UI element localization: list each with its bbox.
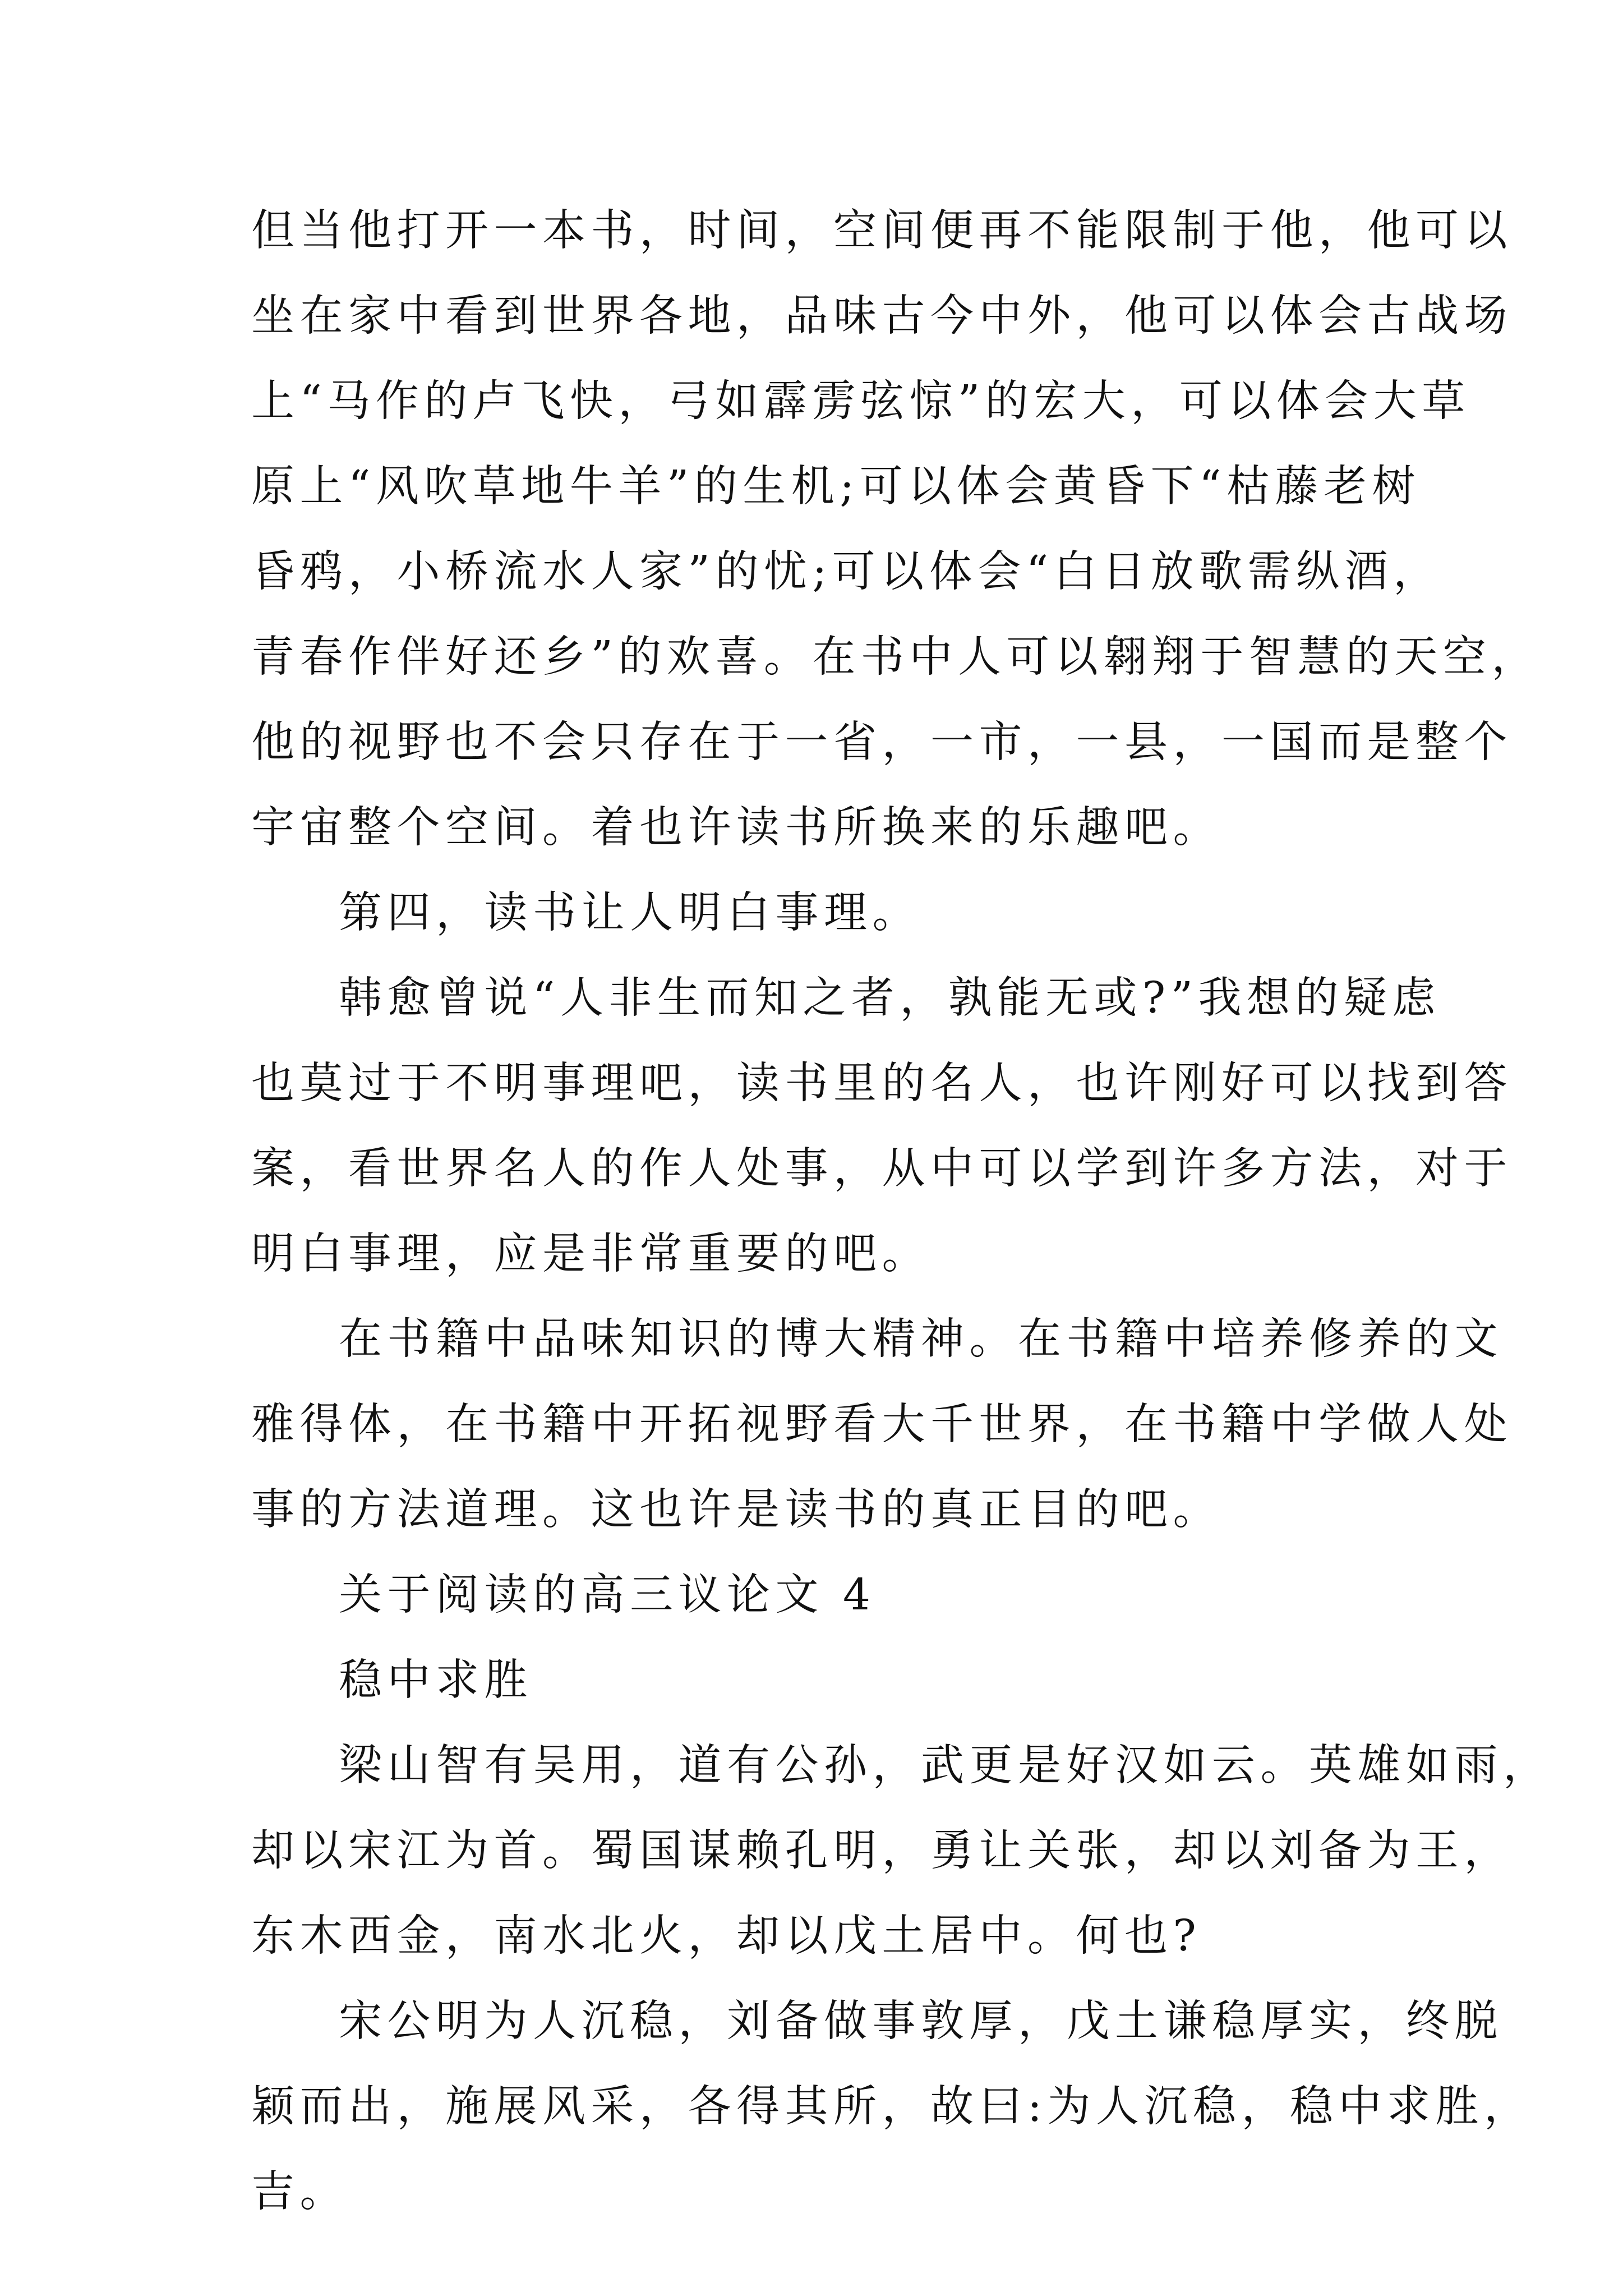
essay-title: 稳中求胜 — [339, 1655, 533, 1705]
text-line: 东木西金，南水北火，却以戊土居中。何也? — [251, 1911, 1202, 1961]
text-line: 第四，读书让人明白事理。 — [339, 888, 921, 938]
text-line: 韩愈曾说“人非生而知之者，孰能无或?”我想的疑虑 — [339, 973, 1441, 1023]
section-heading: 关于阅读的高三议论文 4 — [339, 1570, 876, 1620]
text-line: 原上“风吹草地牛羊”的生机;可以体会黄昏下“枯藤老树 — [251, 462, 1421, 512]
text-line: 青春作伴好还乡”的欢喜。在书中人可以翱翔于智慧的天空， — [251, 632, 1540, 682]
text-line: 也莫过于不明事理吧，读书里的名人，也许刚好可以找到答 — [251, 1059, 1513, 1108]
text-line: 但当他打开一本书，时间，空间便再不能限制于他，他可以 — [251, 206, 1513, 256]
text-line: 上“马作的卢飞快，弓如霹雳弦惊”的宏大，可以体会大草 — [251, 376, 1470, 426]
text-line: 颖而出，施展风采，各得其所，故曰:为人沉稳，稳中求胜， — [251, 2082, 1533, 2132]
text-line: 他的视野也不会只存在于一省，一市，一县，一国而是整个 — [251, 717, 1513, 767]
document-body — [251, 188, 1552, 2235]
text-line: 坐在家中看到世界各地，品味古今中外，他可以体会古战场 — [251, 291, 1513, 341]
text-line: 宋公明为人沉稳，刘备做事敦厚，戊土谦稳厚实，终脱 — [339, 1996, 1503, 2046]
text-line: 事的方法道理。这也许是读书的真正目的吧。 — [251, 1485, 1221, 1535]
text-line: 却以宋江为首。蜀国谋赖孔明，勇让关张，却以刘备为王， — [251, 1826, 1513, 1876]
text-line: 宇宙整个空间。着也许读书所换来的乐趣吧。 — [251, 803, 1221, 853]
text-line: 梁山智有吴用，道有公孙，武更是好汉如云。英雄如雨， — [339, 1741, 1552, 1791]
text-line: 昏鸦，小桥流水人家”的忧;可以体会“白日放歌需纵酒， — [251, 547, 1442, 597]
text-line: 明白事理，应是非常重要的吧。 — [251, 1229, 930, 1279]
text-line: 案，看世界名人的作人处事，从中可以学到许多方法，对于 — [251, 1144, 1513, 1194]
text-line: 吉。 — [251, 2167, 348, 2217]
text-line: 雅得体，在书籍中开拓视野看大千世界，在书籍中学做人处 — [251, 1400, 1513, 1450]
text-line: 在书籍中品味知识的博大精神。在书籍中培养修养的文 — [339, 1314, 1503, 1364]
